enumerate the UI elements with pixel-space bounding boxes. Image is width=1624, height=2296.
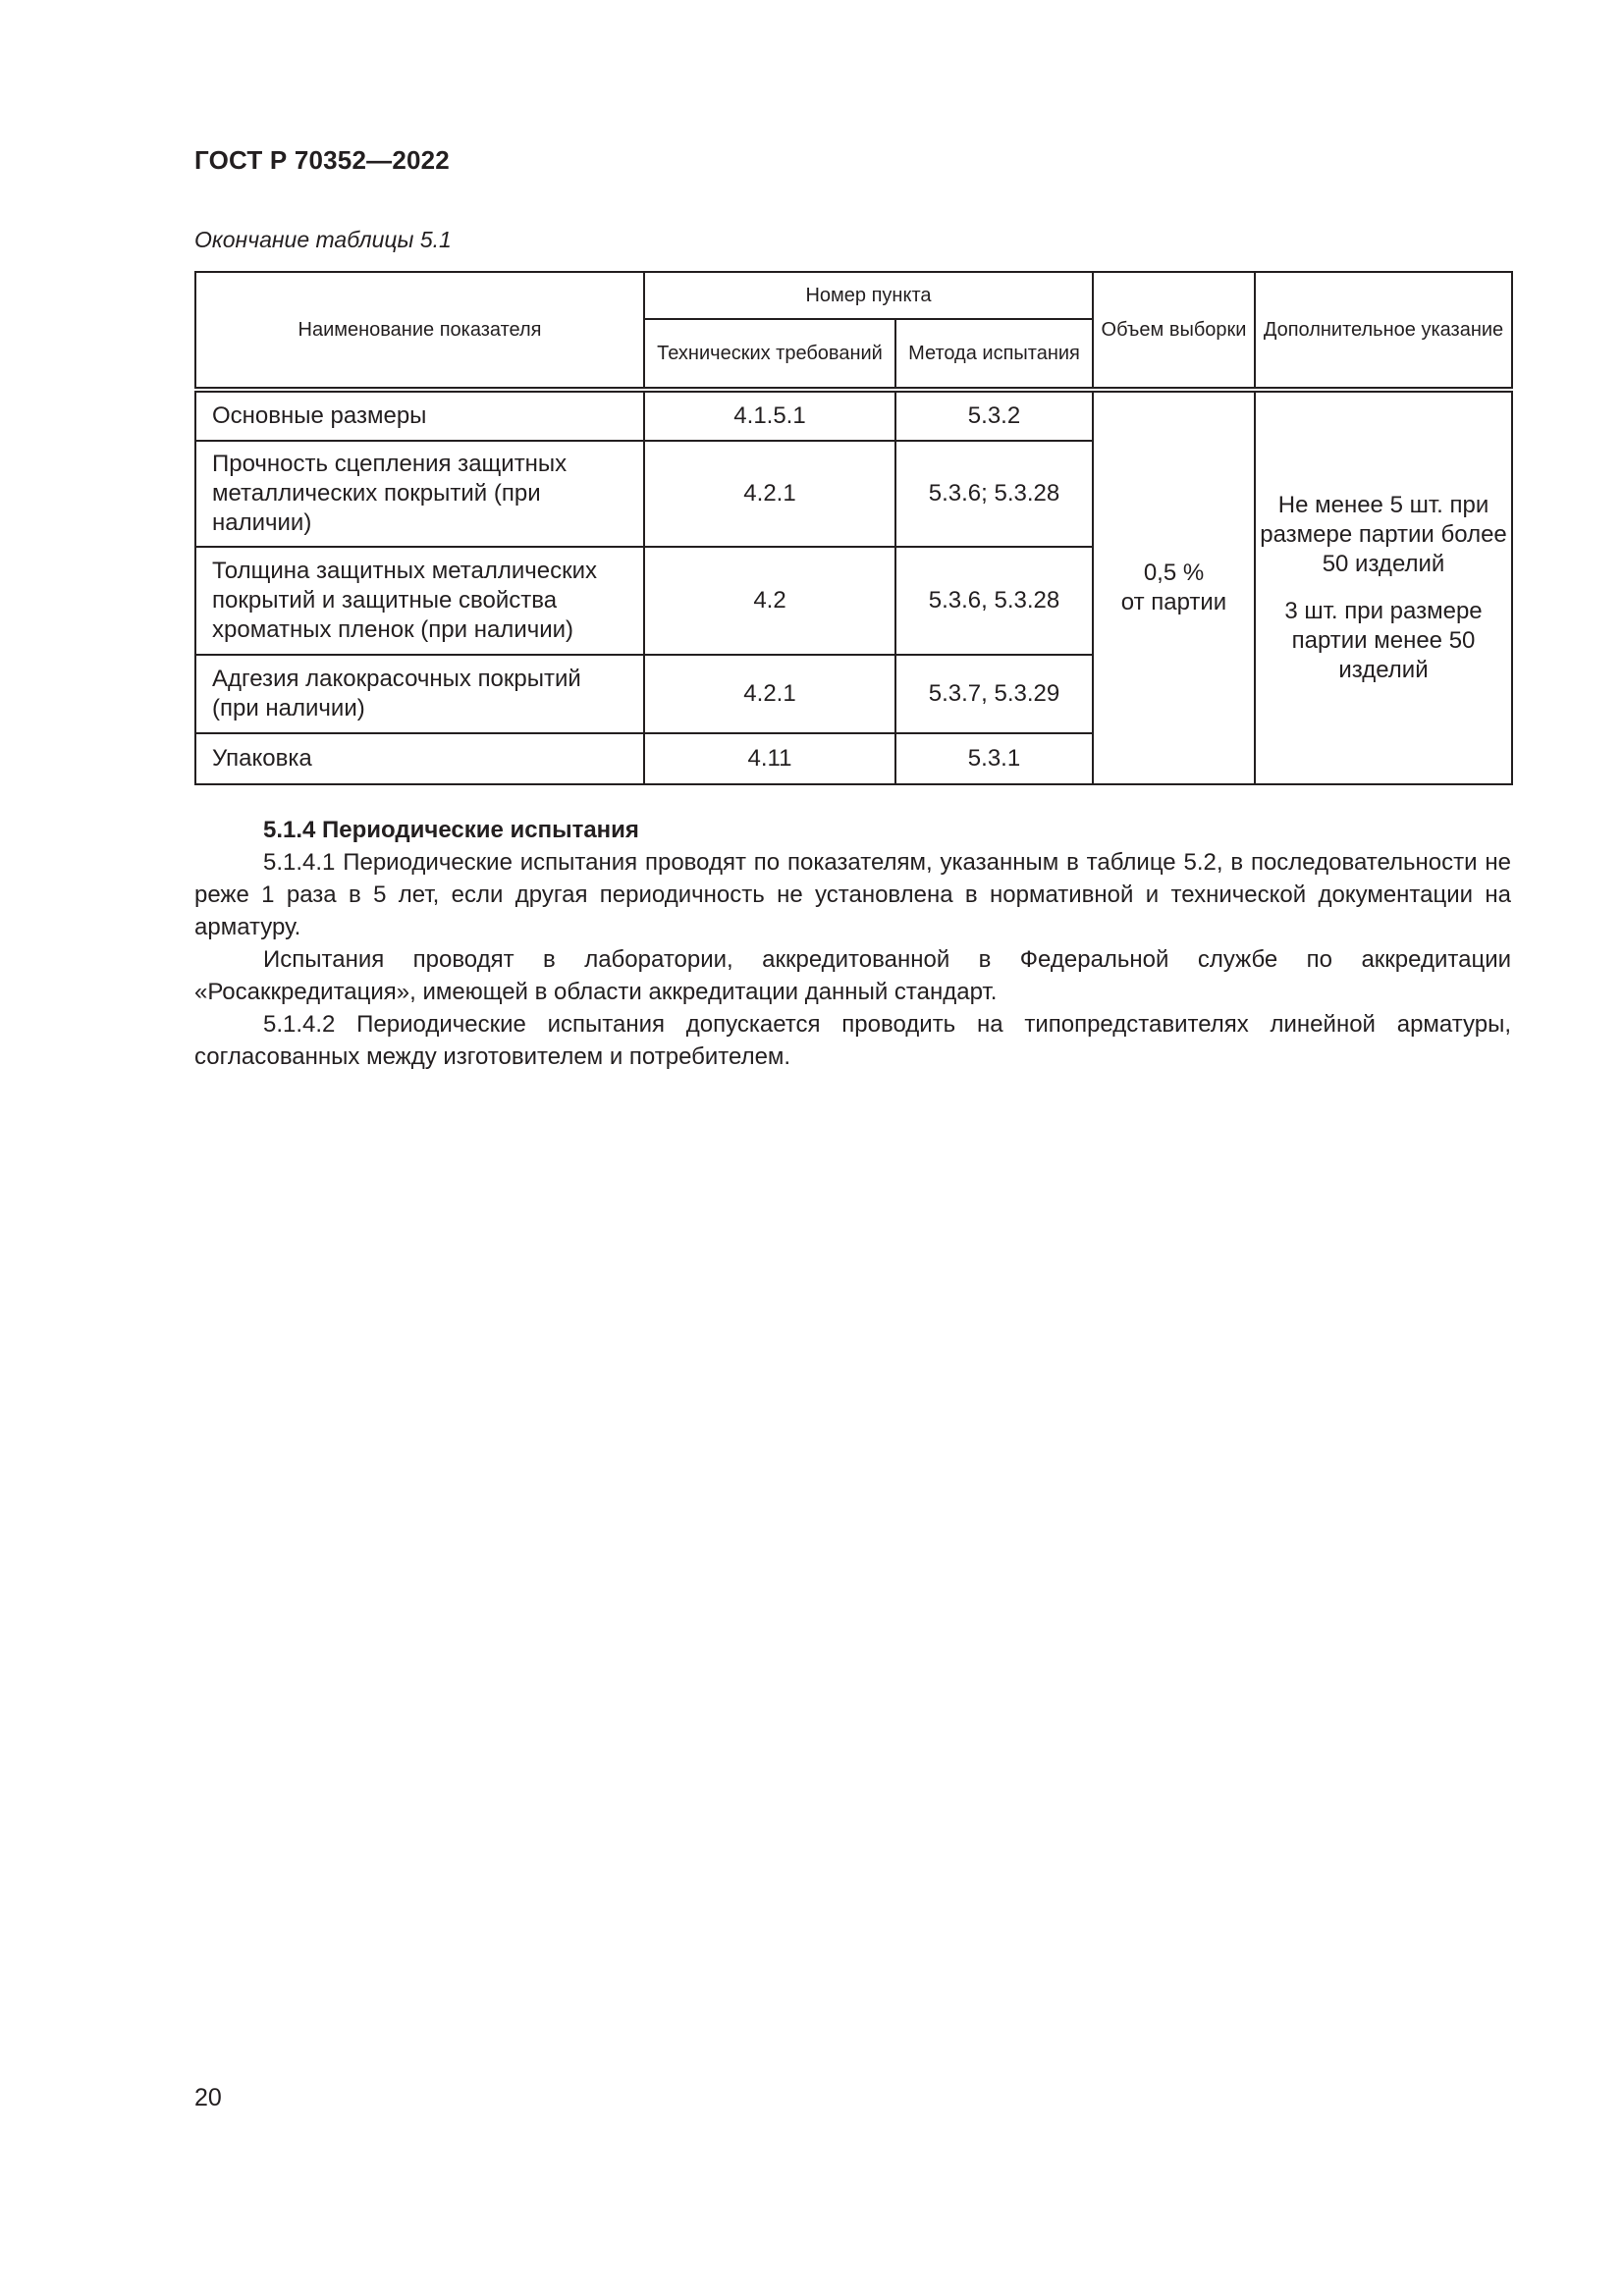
row-name: Упаковка xyxy=(195,733,644,784)
section-periodic-tests xyxy=(194,814,1511,1073)
paragraph-5-1-4-1: 5.1.4.1 Периодические испытания проводят по показателям, указанным в таблице 5.2, в последовательности не реже 1 раза в 5 лет, если другая периодичность не установлена в нормативной и технической документации на арматуру. xyxy=(194,849,1511,940)
header-sample-size: Объем выборки xyxy=(1093,272,1255,390)
header-technical-requirements: Технических требований xyxy=(644,319,895,390)
row-name: Толщина защитных металлических покрытий и защитные свойства хроматных пленок (при наличии) xyxy=(195,547,644,655)
row-tech-clause: 4.2.1 xyxy=(644,441,895,547)
row-method-clause: 5.3.7, 5.3.29 xyxy=(895,655,1093,733)
row-tech-clause: 4.2.1 xyxy=(644,655,895,733)
header-name: Наименование показателя xyxy=(195,272,644,390)
row-name: Основные размеры xyxy=(195,390,644,441)
row-method-clause: 5.3.6; 5.3.28 xyxy=(895,441,1093,547)
header-test-method: Метода испытания xyxy=(895,319,1093,390)
header-clause-number: Номер пункта xyxy=(644,272,1093,319)
header-additional-note: Дополнительное указание xyxy=(1255,272,1512,390)
additional-note-cell xyxy=(1255,390,1512,784)
row-tech-clause: 4.2 xyxy=(644,547,895,655)
sample-size-value: 0,5 % xyxy=(1143,560,1205,586)
table-row xyxy=(195,390,1512,441)
paragraph-5-1-4-2: 5.1.4.2 Периодические испытания допускается проводить на типопредставителях линейной арматуры, согласованных между изготовителем и потребителем. xyxy=(194,1011,1511,1070)
sample-size-unit: от партии xyxy=(1120,589,1227,615)
page-number: 20 xyxy=(194,2084,222,2111)
row-name: Прочность сцепления защитных металлических покрытий (при наличии) xyxy=(195,441,644,547)
note-small-batch: 3 шт. при размере партии менее 50 изделий xyxy=(1284,598,1483,683)
row-method-clause: 5.3.1 xyxy=(895,733,1093,784)
row-name: Адгезия лакокрасочных покрытий (при наличии) xyxy=(195,655,644,733)
table-caption: Окончание таблицы 5.1 xyxy=(194,227,452,252)
note-large-batch: Не менее 5 шт. при размере партии более 50 изделий xyxy=(1260,492,1507,577)
document-header: ГОСТ Р 70352—2022 xyxy=(194,145,450,175)
paragraph-accreditation: Испытания проводят в лаборатории, аккредитованной в Федеральной службе по аккредитации «Росаккредитация», имеющей в области аккредитации данный стандарт. xyxy=(194,946,1511,1005)
row-tech-clause: 4.1.5.1 xyxy=(644,390,895,441)
sample-size-cell xyxy=(1093,390,1255,784)
indicators-table xyxy=(194,271,1513,785)
section-title: 5.1.4 Периодические испытания xyxy=(263,817,639,843)
row-method-clause: 5.3.2 xyxy=(895,390,1093,441)
row-method-clause: 5.3.6, 5.3.28 xyxy=(895,547,1093,655)
row-tech-clause: 4.11 xyxy=(644,733,895,784)
